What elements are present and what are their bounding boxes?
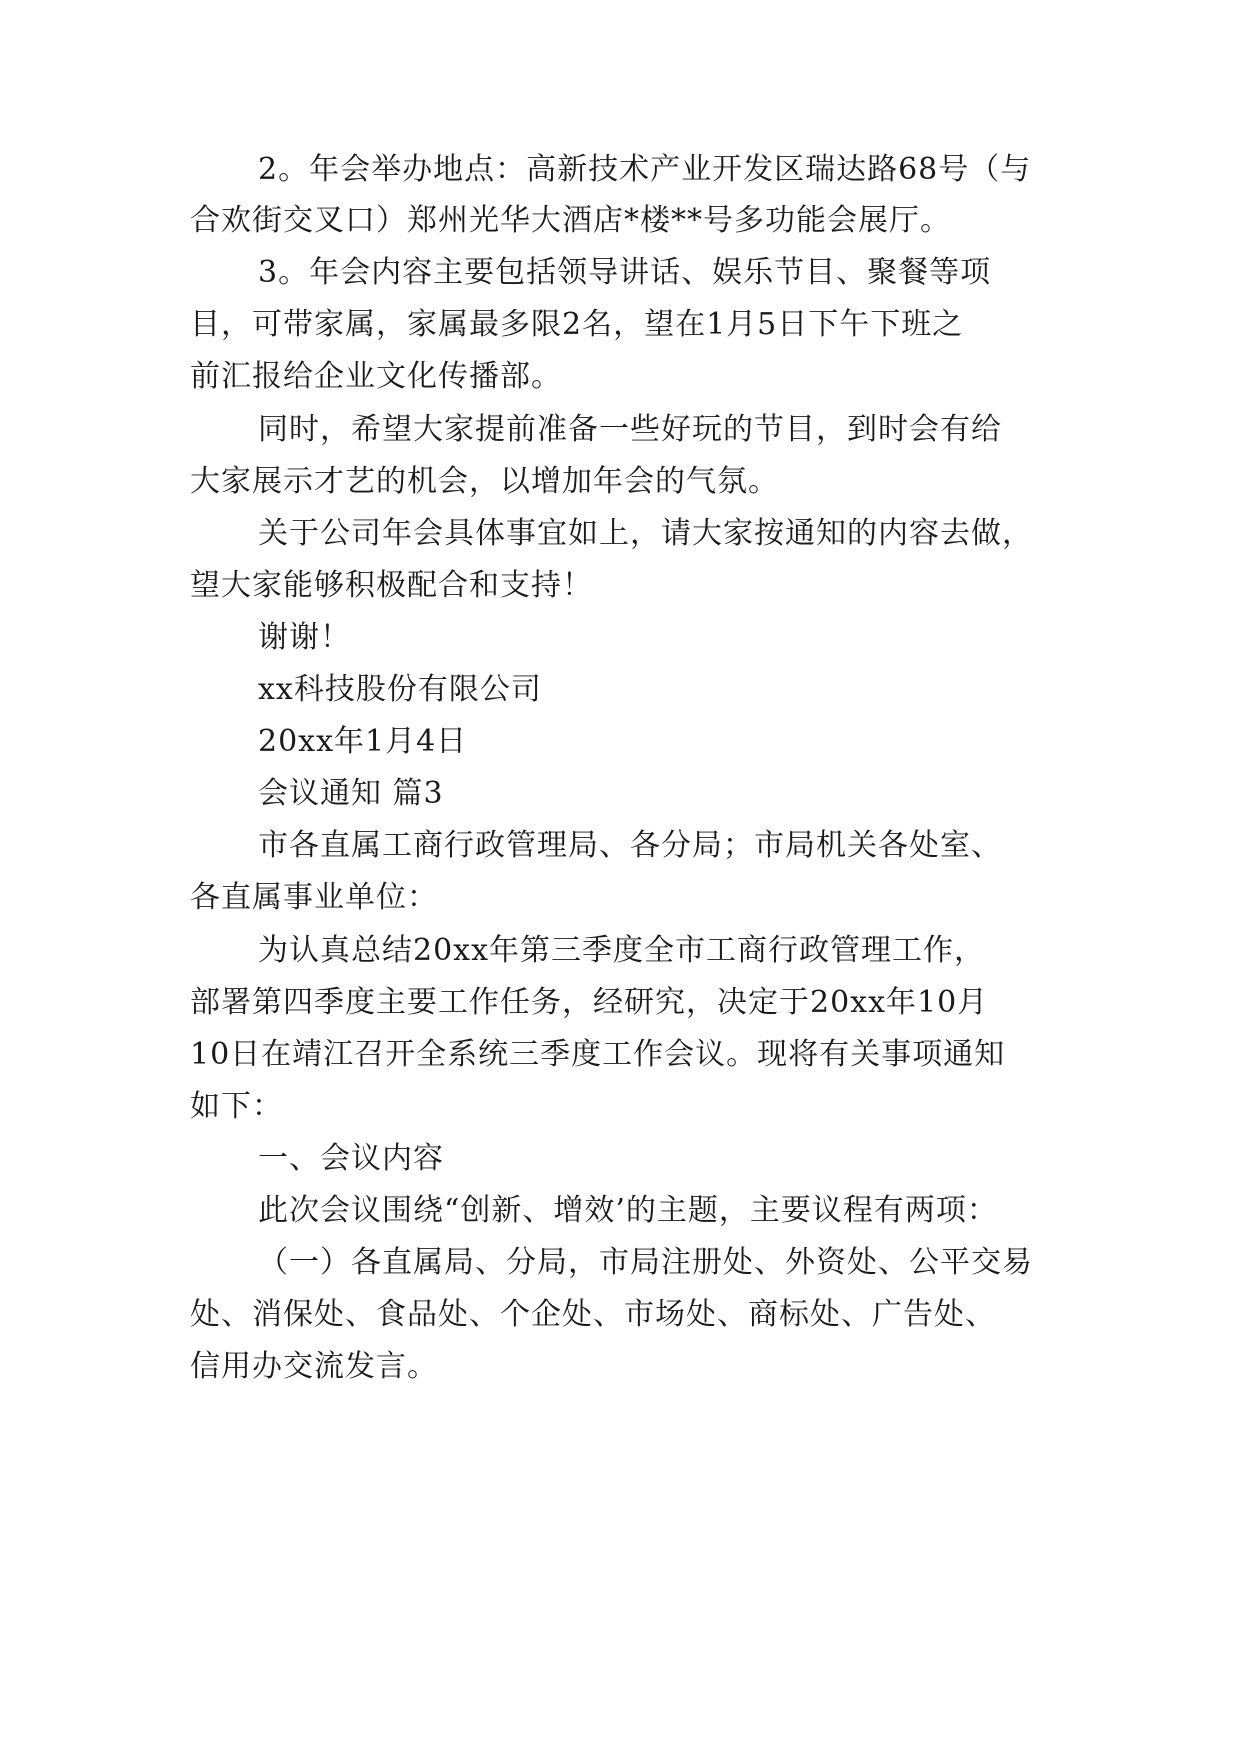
paragraph-line: 同时，希望大家提前准备一些好玩的节目，到时会有给 xyxy=(258,412,1002,447)
document-date: 20xx年1月4日 xyxy=(258,724,468,759)
paragraph-line: 为认真总结20xx年第三季度全市工商行政管理工作， xyxy=(258,933,986,968)
paragraph-line: 信用办交流发言。 xyxy=(190,1349,438,1384)
paragraph-line: （一）各直属局、分局，市局注册处、外资处、公平交易 xyxy=(258,1245,1033,1280)
paragraph-line: 处、消保处、食品处、个企处、市场处、商标处、广告处、 xyxy=(190,1297,996,1332)
paragraph-line: 目，可带家属，家属最多限2名，望在1月5日下午下班之 xyxy=(190,307,964,342)
thanks-line: 谢谢！ xyxy=(258,620,351,655)
section-heading: 会议通知 篇3 xyxy=(258,776,444,811)
paragraph-line: 如下： xyxy=(190,1089,283,1124)
paragraph-line: 各直属事业单位： xyxy=(190,880,438,915)
paragraph-line: 关于公司年会具体事宜如上，请大家按通知的内容去做， xyxy=(258,516,1033,551)
paragraph-line: 大家展示才艺的机会，以增加年会的气氛。 xyxy=(190,464,779,499)
paragraph-line: 10日在靖江召开全系统三季度工作会议。现将有关事项通知 xyxy=(190,1037,1006,1072)
paragraph-line: 望大家能够积极配合和支持！ xyxy=(190,568,593,603)
subsection-heading: 一、会议内容 xyxy=(258,1141,444,1176)
paragraph-line: 前汇报给企业文化传播部。 xyxy=(190,359,562,394)
paragraph-line: 市各直属工商行政管理局、各分局；市局机关各处室、 xyxy=(258,828,1002,863)
paragraph-line: 部署第四季度主要工作任务，经研究，决定于20xx年10月 xyxy=(190,985,989,1020)
paragraph-line: 合欢街交叉口）郑州光华大酒店*楼**号多功能会展厅。 xyxy=(190,203,951,238)
paragraph-line: 此次会议围绕“创新、增效’的主题，主要议程有两项： xyxy=(258,1193,998,1228)
paragraph-line: 2。年会举办地点：高新技术产业开发区瑞达路68号（与 xyxy=(258,152,1032,187)
paragraph-line: 3。年会内容主要包括领导讲话、娱乐节目、聚餐等项 xyxy=(258,255,992,290)
company-name: xx科技股份有限公司 xyxy=(258,672,542,707)
